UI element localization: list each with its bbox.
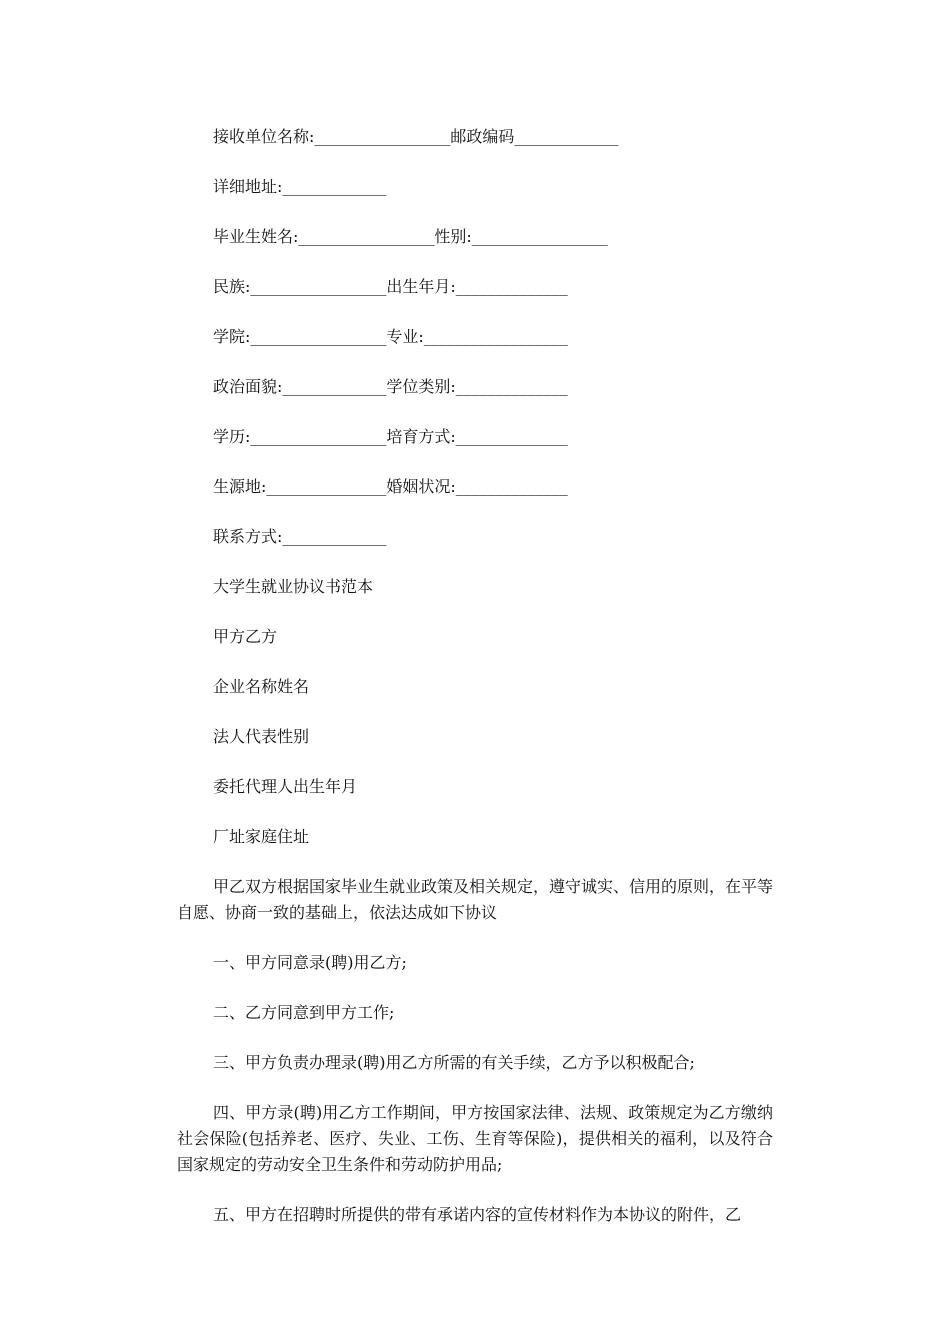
field-graduate-name: 毕业生姓名:_________________性别:_________________ bbox=[213, 227, 608, 246]
document-body bbox=[177, 124, 773, 1228]
field-origin: 生源地:_______________婚姻状况:______________ bbox=[213, 477, 568, 496]
field-education: 学历:_________________培育方式:______________ bbox=[213, 427, 568, 446]
field-ethnicity: 民族:_________________出生年月:______________ bbox=[213, 277, 568, 296]
agreement-row-agent: 委托代理人出生年月 bbox=[213, 777, 358, 796]
field-contact: 联系方式:_____________ bbox=[213, 527, 387, 546]
agreement-row-company: 企业名称姓名 bbox=[213, 677, 310, 696]
clause-3: 三、甲方负责办理录(聘)用乙方所需的有关手续，乙方予以积极配合; bbox=[213, 1053, 695, 1072]
clause-2: 二、乙方同意到甲方工作; bbox=[213, 1003, 395, 1022]
agreement-row-address: 厂址家庭住址 bbox=[213, 827, 310, 846]
agreement-parties: 甲方乙方 bbox=[213, 627, 278, 646]
agreement-preamble: 甲乙双方根据国家毕业生就业政策及相关规定，遵守诚实、信用的原则，在平等自愿、协商一致的基础上，依法达成如下协议 bbox=[177, 877, 774, 922]
clause-4: 四、甲方录(聘)用乙方工作期间，甲方按国家法律、法规、政策规定为乙方缴纳社会保险(包括养老、医疗、失业、工伤、生育等保险)，提供相关的福利，以及符合国家规定的劳动安全卫生条件和劳动防护用品; bbox=[177, 1103, 773, 1174]
field-address: 详细地址:_____________ bbox=[213, 177, 387, 196]
clause-5: 五、甲方在招聘时所提供的带有承诺内容的宣传材料作为本协议的附件，乙 bbox=[213, 1205, 742, 1224]
field-political-status: 政治面貌:_____________学位类别:______________ bbox=[213, 377, 568, 396]
field-college: 学院:_________________专业:__________________ bbox=[213, 327, 568, 346]
agreement-title: 大学生就业协议书范本 bbox=[213, 577, 374, 596]
field-receiving-unit: 接收单位名称:_________________邮政编码_____________ bbox=[213, 127, 619, 146]
agreement-row-legal-rep: 法人代表性别 bbox=[213, 727, 310, 746]
clause-1: 一、甲方同意录(聘)用乙方; bbox=[213, 953, 407, 972]
